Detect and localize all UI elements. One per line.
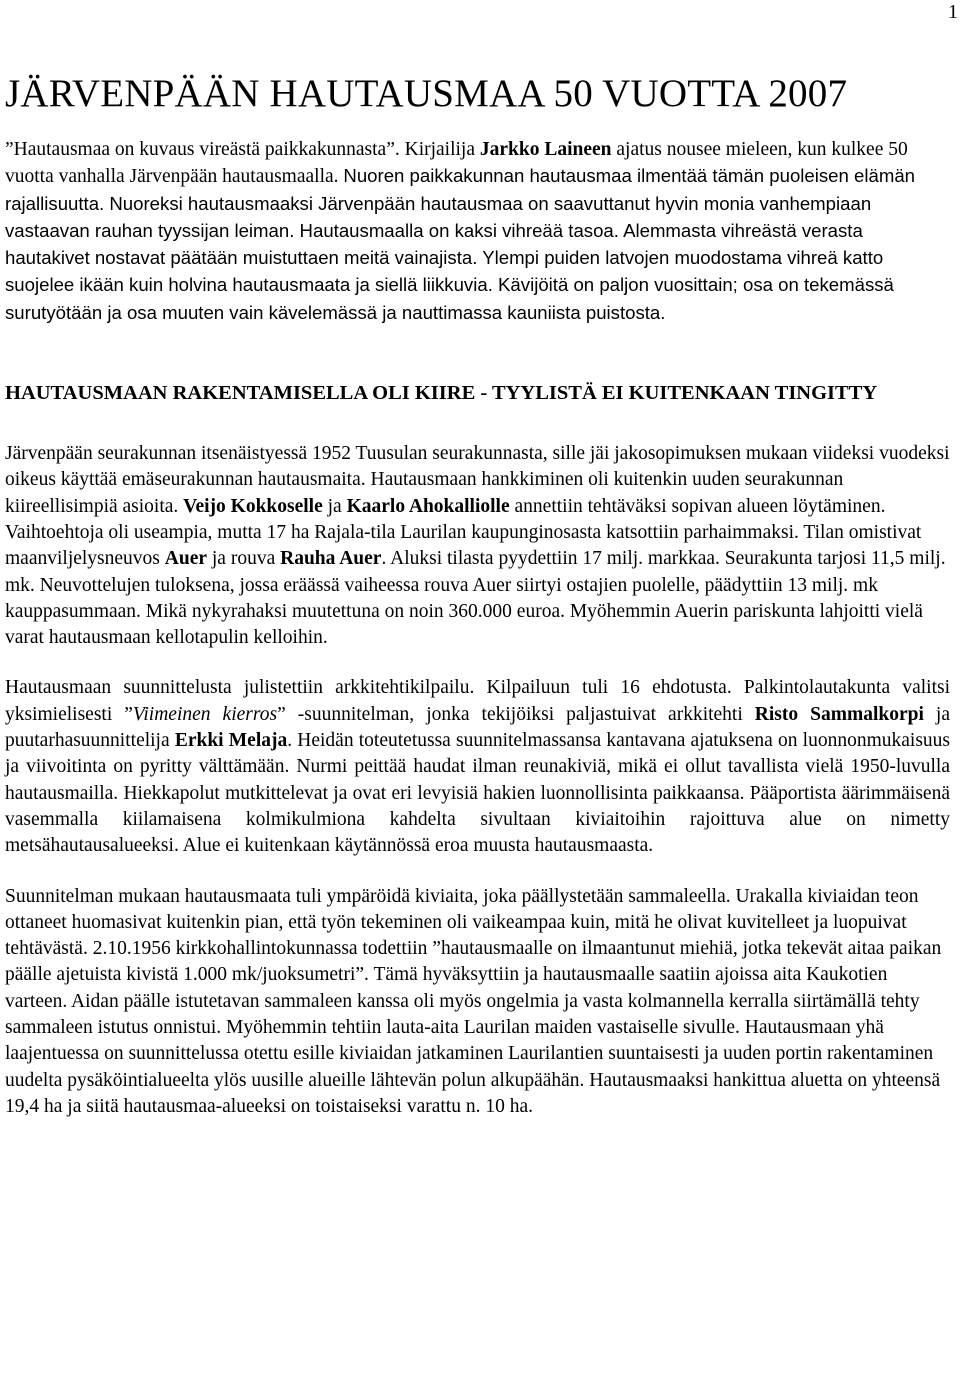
person-name: Kaarlo Ahokalliolle — [346, 495, 510, 517]
paragraph-stone-wall: Suunnitelman mukaan hautausmaata tuli ympäröidä kiviaita, joka päällystetään sammaleella. Urakalla kiviaidan teon ottaneet huomasivat kuitenkin pian, että työn tekeminen oli vaikeampaa kuin, mitä he olivat kuvitelleet ja luopuivat tehtävästä. 2.10.1956 kirkkohallintokunnassa todettiin ”hautausmaalle on ilmaantunut miehiä, jotka tekevät aitaa paikan päälle ajetuista kivistä 1.000 mk/juoksumetri”. Tämä hyväksyttiin ja hautausmaalle saatiin ajoissa aita Kaukotien varteen. Aidan päälle istutetavan sammaleen kanssa oli myös ongelmia ja vasta kolmannella kerralla siirtämällä tehty sammaleen istutus onnistui. Myöhemmin tehtiin lauta-aita Laurilan maiden vastaiselle sivulle. Hautausmaan yhä laajentuessa on suunnittelussa otettu esille kiviaidan jatkaminen Laurilantien suuntaisesti ja uuden portin rakentaminen uudelta pysäköintialueelta ylös uusille alueille lähtevän polun alkupäähän. Hautausmaaksi hankittua aluetta on yhteensä 19,4 ha ja siitä hautausmaa-alueeksi on toistaiseksi varattu n. 10 ha. — [5, 885, 942, 1117]
purchase-text-4: ja rouva — [207, 548, 281, 570]
document-body — [5, 0, 950, 1120]
paragraph-design — [5, 675, 950, 859]
author-name: Jarkko Laineen — [479, 139, 612, 160]
design-text-1: Hautausmaan suunnittelusta julistettiin arkkitehtikilpailu. Kilpailuun tuli 16 ehdotusta. Palkintolautakunta valitsi yksimielisesti ” — [5, 677, 950, 725]
person-name: Rauha Auer — [280, 548, 382, 570]
design-text-2: ” -suunnitelman, jonka tekijöiksi paljastuivat arkkitehti — [277, 703, 755, 725]
purchase-text-3: annettiin tehtäväksi sopivan alueen löytäminen. Vaihtoehtoja oli useampia, mutta 17 ha Rajala-tila Laurilan kaupunginosasta katsottiin parhaimmaksi. Tilan omistivat maanviljelysneuvos — [5, 495, 922, 570]
purchase-text-5: . Aluksi tilasta pyydettiin 17 milj. markkaa. Seurakunta tarjosi 11,5 milj. mk. Neuvottelujen tuloksena, jossa eräässä vaiheessa rouva Auer siirtyi ostajien puolelle, päädyttiin 13 milj. mk kauppasummaan. Mikä nykyrahaksi muutettuna on noin 360.000 euroa. Myöhemmin Auerin pariskunta lahjoitti vielä varat hautausmaan kellotapulin kelloihin. — [5, 548, 946, 649]
intro-text-1: ”Hautausmaa on kuvaus vireästä paikkakunnasta”. Kirjailija — [5, 139, 480, 160]
design-text-4: . Heidän toteutetussa suunnitelmassansa kantavana ajatuksena on luonnonmukaisuus ja viivoitinta on pyritty välttämään. Nurmi peittää haudat ilman reunakiviä, mikä ei ollut tavallista vielä 1950-luvulla hautausmailla. Hiekkapolut mutkittelevat ja ovat eri levyisiä hakien luonnollisinta paikkaansa. Pääportista äärimmäisenä vasemmalla kiilamaisena kolmikulmiona kahdelta sivultaan kiviaitoihin rajoittuva alue on nimetty metsähautausalueeksi. Alue ei kuitenkaan käytännössä eroa muusta hautausmaasta. — [5, 730, 950, 857]
purchase-text-1: Järvenpään seurakunnan itsenäistyessä 1952 Tuusulan seurakunnasta, sille jäi jakosopimuksen mukaan viideksi vuodeksi oikeus käyttää emäseurakunnan hautausmaita. Hautausmaan hankkiminen oli kuitenkin uuden seurakunnan kiireellisimpiä asioita. — [5, 443, 950, 517]
page-number: 1 — [948, 1, 958, 23]
section-heading: HAUTAUSMAAN RAKENTAMISELLA OLI KIIRE - TYYLISTÄ EI KUITENKAAN TINGITTY — [5, 382, 878, 405]
person-name: Veijo Kokkoselle — [183, 495, 323, 517]
person-name: Auer — [164, 548, 208, 570]
design-text-3: ja puutarhasuunnittelija — [5, 703, 950, 752]
intro-paragraph — [5, 137, 950, 327]
purchase-text-2: ja — [322, 495, 347, 517]
intro-text-3: Nuoren paikkakunnan hautausmaa ilmentää tämän puoleisen elämän rajallisuutta. Nuoreksi hautausmaaksi Järvenpään hautausmaa on saavuttanut hyvin monia vanhempiaan vastaavan rauhan tyyssijan leiman. Hautausmaalla on kaksi vihreää tasoa. Alemmasta vihreästä verasta hautakivet nostavat päätään muistuttaen meitä vainajista. Ylempi puiden latvojen muodostama vihreä katto suojelee ikään kuin holvina hautausmaata ja siellä liikkuvia. Kävijöitä on paljon vuosittain; osa on tekemässä surutyötään ja osa muuten vain kävelemässä ja nauttimassa kauniista puistosta. — [5, 165, 916, 323]
document-title: JÄRVENPÄÄN HAUTAUSMAA 50 VUOTTA 2007 — [5, 72, 848, 115]
paragraph-purchase — [5, 441, 950, 651]
person-name: Risto Sammalkorpi — [754, 703, 924, 725]
proposal-name: Viimeinen kierros — [132, 703, 278, 725]
person-name: Erkki Melaja — [174, 730, 288, 752]
intro-text-2: ajatus nousee mieleen, kun kulkee 50 vuotta vanhalla Järvenpään hautausmaalla. — [5, 139, 908, 188]
